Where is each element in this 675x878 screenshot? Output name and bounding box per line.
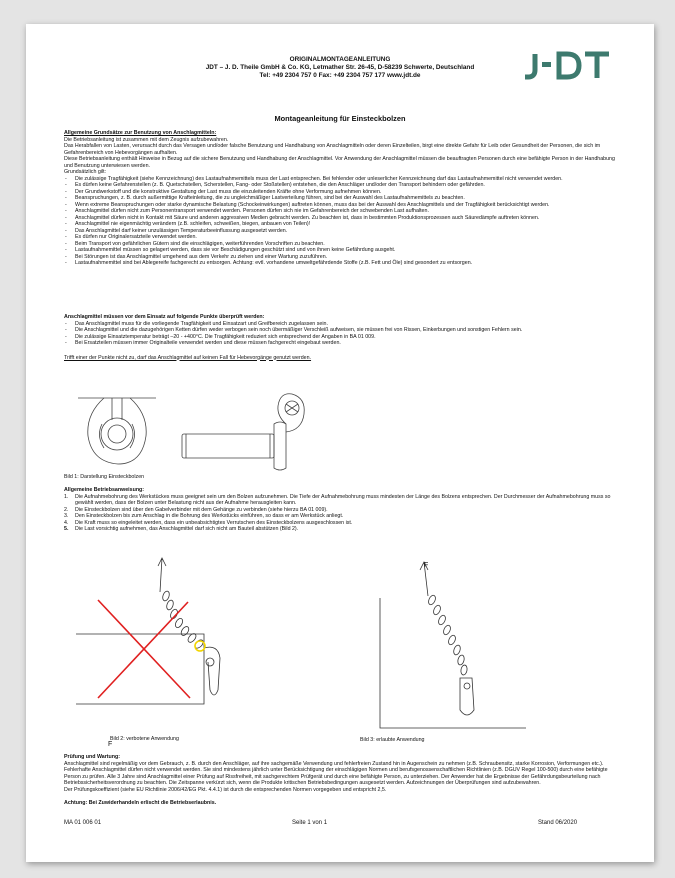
list-item: - Bei Störungen ist das Anschlagmittel umgehend aus dem Verkehr zu ziehen und einer Wartung zuzuführen. bbox=[64, 254, 624, 261]
connector bbox=[204, 647, 220, 695]
list-item: - Es dürfen nur Originalersatzteile verwendet werden. bbox=[64, 234, 624, 241]
step-text: Die Kraft muss so eingeleitet werden, dass ein unbeabsichtigtes Verrutschen des Einsteckbolzens ausgeschlossen ist. bbox=[75, 519, 353, 526]
footer-doc-number: MA 01 006 01 bbox=[64, 820, 102, 826]
check-note: Trifft einer der Punkte nicht zu, darf das Anschlagmittel auf keinen Fall für Hebevorgänge genutzt werden. bbox=[64, 354, 312, 361]
general-intro-4: Grundsätzlich gilt: bbox=[64, 169, 107, 175]
inspection-text-2: Der Prüfungskoeffizient (siehe EU Richtlinie 2006/42/EG Pkt. 4.4.1) ist durch die entsprechenden Normen vorgegeben und entspricht 2,5. bbox=[64, 786, 387, 793]
force-label-left: F bbox=[108, 741, 113, 748]
inspection-warning: Achtung: Bei Zuwiderhandeln erlischt die Betriebserlaubnis. bbox=[64, 800, 217, 806]
connector bbox=[460, 678, 474, 715]
list-item: - Die zulässige Tragfähigkeit (siehe Kennzeichnung) des Lastaufnahmemittels muss der Last entsprechen. Bei fehlender oder unleserlicher Kennzeichnung darf das Lastaufnahmemittel nicht verwendet werden. bbox=[64, 176, 624, 183]
document-title: Montageanleitung für Einsteckbolzen bbox=[274, 114, 406, 123]
general-intro-3: Diese Betriebsanleitung enthält Hinweise in Bezug auf die sichere Benutzung und Handhabung der Anschlagmittel. Vor Anwendung der Anschlagmittel müssen die beauftragten Personen durch eine befähigte Person in der Handhabung und Benutzung unterwiesen werden. bbox=[64, 156, 615, 169]
contact-highlight bbox=[195, 641, 205, 651]
general-section bbox=[64, 130, 624, 267]
list-item: - Das Anschlagmittel muss für die vorliegende Tragfähigkeit und Einsatzart und Greifbereich zugelassen sein. bbox=[64, 321, 624, 328]
list-item: - Die zulässige Einsatztemperatur beträgt –20 - +400°C. Die Tragfähigkeit reduziert sich entsprechend der Angaben in BA 01 009. bbox=[64, 334, 624, 341]
check-section bbox=[64, 314, 624, 361]
list-item bbox=[64, 526, 624, 533]
inspection-section bbox=[64, 754, 624, 807]
list-item bbox=[64, 494, 624, 507]
list-item: - Beim Transport von gefährlichen Gütern sind die einschlägigen, weiterführenden Vorschriften zu beachten. bbox=[64, 241, 624, 248]
list-item: - Es dürfen keine Gefahrenstellen (z. B. Quetschstellen, Scherstellen, Fang- oder Stoßstellen) entstehen, die den Anschläger und/oder den Transport behindern oder gefährden. bbox=[64, 182, 624, 189]
step-number: 1. bbox=[64, 493, 69, 500]
general-intro-1: Die Betriebsanleitung ist zusammen mit dem Zeugnis aufzubewahren. bbox=[64, 136, 229, 143]
insert-bolt-drawing bbox=[66, 384, 326, 472]
workpiece-block bbox=[380, 598, 526, 728]
list-item: - Lastaufnahmemittel müssen so gelagert werden, dass sie vor Beschädigungen geschützt sind und von ihnen keine Gefährdung ausgeht. bbox=[64, 247, 624, 254]
step-text: Den Einsteckbolzen bis zum Anschlag in die Bohrung des Werkstücks einführen, so dass er am Werkstück anliegt. bbox=[75, 513, 344, 519]
list-item: - Lastaufnahmemittel sind bei Ablegereife fachgerecht zu entsorgen. Achtung: evtl. vorhandene umweltgefährdende Stoffe (z.B. Fett und Öle) sind gesondert zu entsorgen. bbox=[64, 260, 624, 267]
header-contact: Tel: +49 2304 757 0 Fax: +49 2304 757 177 www.jdt.de bbox=[259, 72, 421, 79]
list-item: - Bei Ersatzteilen müssen immer Originalteile verwendet werden und diese müssen fachgerecht eingebaut werden. bbox=[64, 340, 624, 347]
jdt-logo bbox=[523, 48, 611, 82]
forbidden-use-drawing bbox=[76, 552, 276, 710]
operation-heading: Allgemeine Betriebsanweisung: bbox=[64, 487, 145, 493]
list-item: - Der Grundwerkstoff und die konstruktive Gestaltung der Last muss die einzuleitenden Kräfte ohne Verformung aufnehmen können. bbox=[64, 189, 624, 196]
list-item: - Die Anschlagmittel und die dazugehörigen Ketten dürfen weder verbogen sein noch übermäßiger Verschleiß aufweisen, sie müssen frei von Rissen, Einkerbungen und sonstigen Fehlern sein. bbox=[64, 327, 624, 334]
figure-1-caption: Bild 1: Darstellung Einsteckbolzen bbox=[64, 474, 145, 480]
step-text: Die Last vorsichtig aufnehmen, das Anschlagmittel darf sich nicht am Bauteil abstützen (Bild 2). bbox=[75, 526, 299, 532]
list-item: - Anschlagmittel nie eigenmächtig verändern (z.B. schleifen, schweißen, biegen, anbauen von Teilen)! bbox=[64, 221, 624, 228]
operation-section bbox=[64, 487, 624, 533]
step-number: 5. bbox=[64, 526, 69, 532]
figure-2-caption: Bild 2: verbotene Anwendung bbox=[110, 736, 179, 742]
chain bbox=[427, 594, 468, 675]
step-text: Die Aufnahmebohrung des Werkstückes muss geeignet sein um den Bolzen aufzunehmen. Die Tiefe der Aufnahmebohrung muss mindesten der Länge des Bolzens entsprechen. Der Durchmesser der Aufnahmebohrung muss so gewählt werden, dass der Bolzen unter Belastung nicht aus der Aufnahme herausgleiten kann. bbox=[75, 493, 611, 506]
footer-date: Stand 06/2020 bbox=[538, 820, 578, 826]
footer-page: Seite 1 von 1 bbox=[292, 820, 328, 826]
step-number: 2. bbox=[64, 506, 69, 513]
check-heading: Anschlagmittel müssen vor dem Einsatz auf folgende Punkte überprüft werden: bbox=[64, 314, 265, 320]
force-arrow bbox=[158, 558, 166, 592]
check-list bbox=[64, 321, 624, 347]
general-heading: Allgemeine Grundsätze zur Benutzung von Anschlagmitteln: bbox=[64, 130, 217, 136]
list-item: - Das Anschlagmittel darf keiner unzulässigen Temperaturbeeinflussung ausgesetzt werden. bbox=[64, 228, 624, 235]
list-item: - Anschlagmittel dürfen nicht zum Personentransport verwendet werden. Personen dürfen sich nie im Gefahrenbereich der schwebenden Last aufhalten. bbox=[64, 208, 624, 215]
forbidden-cross bbox=[98, 600, 190, 698]
list-item: - Anschlagmittel dürfen nicht in Kontakt mit Säure und anderen aggressiven Medien gebracht werden. Zu beachten ist, dass in bestimmten Produktionsprozessen auch Säuredämpfe auftreten können. bbox=[64, 215, 624, 222]
inspection-heading: Prüfung und Wartung: bbox=[64, 754, 120, 760]
step-text: Die Einsteckbolzen sind über den Gabelverbinder mit dem Gehänge zu verbinden (siehe hierzu BA 01 009). bbox=[75, 506, 328, 513]
document-page bbox=[26, 24, 654, 862]
force-label-right: F bbox=[424, 562, 429, 569]
header-title: ORIGINALMONTAGEANLEITUNG bbox=[289, 56, 391, 63]
figure-3-caption: Bild 3: erlaubte Anwendung bbox=[360, 737, 425, 743]
step-number: 4. bbox=[64, 519, 69, 526]
header-address: JDT – J. D. Theile GmbH & Co. KG, Letmather Str. 26-45, D-58239 Schwerte, Deutschland bbox=[205, 64, 475, 71]
inspection-text-1: Anschlagmittel sind regelmäßig vor dem Gebrauch, z. B. durch den Anschläger, auf ihre sachgemäße Verwendung und fehlerfreien Zustand hin in Augenschein zu nehmen (z.B. Schraubensitz, starke Korrosion, Verformungen etc.). Fehlerhafte Anschlagmittel dürfen nicht verwendet werden. Sie sind mindestens jährlich unter Berücksichtigung der einschlägigen Normen und berufsgenossenschaftlichen Richtlinien (z.B. DGUV Regel 100-500) durch eine befähigte Person zu prüfen. Alle 3 Jahre sind Anschlagmittel einer Prüfung auf Rissfreiheit, mit sachgerechtem Prüfgerät und durch eine befähigte Person, zu unterziehen. Der Anwender hat die Ergebnisse der Gefährdungsbeurteilung nach Betriebssicherheitsverordnung zu beachten. Die Zeitspanne verkürzt sich, wenn die Produkte kritischen Betriebsbedingungen ausgesetzt werden. Aufzeichnungen der Überprüfungen sind aufzubewahren. bbox=[64, 760, 608, 786]
step-number: 3. bbox=[64, 513, 69, 519]
operation-list bbox=[64, 494, 624, 533]
list-item: - Beanspruchungen, z. B. durch außermittige Krafteinleitung, die zu ungleichmäßiger Lastverteilung führen, sind bei der Auswahl des Lastaufnahmemittels zu beachten. bbox=[64, 195, 624, 202]
general-intro-2: Das Herabfallen von Lasten, verursacht durch das Versagen und/oder falsche Benutzung und Handhabung von Anschlagmitteln oder deren Einzelteilen, birgt eine direkte Gefahr für Leib oder Gesundheit der Personen, die sich im Gefahrenbereich von Hebevorgängen aufhalten. bbox=[64, 143, 601, 156]
list-item: - Wenn extreme Beanspruchungen oder starke dynamische Belastung (Schockeinwirkungen) auftreten können, muss das bei der Auswahl des Anschlagmittels und der Tragfähigkeit berücksichtigt werden. bbox=[64, 202, 624, 209]
general-list bbox=[64, 176, 624, 267]
allowed-use-drawing bbox=[336, 560, 536, 732]
